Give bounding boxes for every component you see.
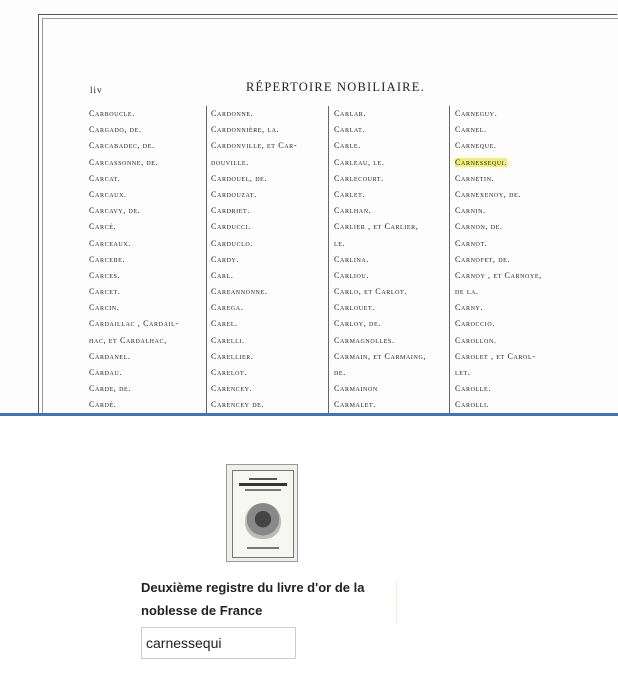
name-entry-text: Carolet , et Carol-: [455, 351, 536, 361]
name-entry-text: Carolli.: [455, 400, 490, 410]
name-entry-text: Carlar.: [334, 109, 367, 118]
name-entry-text: Carnoy , et Carnoye,: [455, 270, 542, 280]
name-entry-text: Carellier.: [211, 351, 254, 361]
name-entry: [455, 236, 542, 252]
name-entry: [89, 381, 179, 397]
name-entry-text: Carleau, le.: [334, 157, 385, 167]
name-entry: [211, 252, 297, 268]
name-entry: [334, 349, 426, 365]
name-entry: [89, 138, 179, 154]
name-entry-text: Careannonne.: [211, 287, 268, 297]
name-entry: [211, 187, 297, 203]
name-entry: [455, 219, 542, 235]
name-column-3: [334, 106, 426, 414]
name-entry: [89, 316, 179, 332]
name-entry: [455, 187, 542, 203]
name-entry-text: Carle.: [334, 141, 361, 151]
name-entry-text: Carnel.: [455, 125, 487, 135]
name-entry: [89, 155, 179, 171]
name-entry-text: Carceaux.: [89, 238, 131, 248]
name-entry: [334, 203, 426, 219]
name-entry: [334, 122, 426, 138]
name-entry: [455, 106, 542, 122]
name-entry-text: Carmainon: [334, 384, 378, 394]
name-entry: [334, 381, 426, 397]
name-entry-text: Carelot.: [211, 368, 247, 377]
name-entry-text: Carlhan.: [334, 206, 372, 216]
name-entry: [89, 268, 179, 284]
book-cover-thumbnail[interactable]: [226, 464, 298, 562]
name-entry: [334, 155, 426, 171]
name-entry: [334, 397, 426, 413]
name-column-4: [455, 106, 542, 414]
name-entry: [334, 236, 426, 252]
name-entry: [334, 268, 426, 284]
name-entry-text: Carmalet.: [334, 400, 376, 410]
name-entry: [334, 219, 426, 235]
name-entry: [455, 171, 542, 187]
name-column-1: [89, 106, 179, 414]
name-entry: [334, 333, 426, 349]
name-entry-text: Carcebe.: [89, 254, 125, 264]
name-entry-text: Carboucle.: [89, 109, 135, 118]
cover-text-line: [247, 547, 279, 549]
name-entry: [211, 219, 297, 235]
name-entry-text: Carnot.: [455, 238, 488, 248]
name-entry-text: Carlat.: [334, 125, 366, 135]
name-entry: [89, 122, 179, 138]
name-entry: [455, 268, 542, 284]
column-divider: [206, 106, 207, 416]
name-entry-text: Carmain, et Carmaing,: [334, 351, 427, 361]
name-entry-text: Carnetin.: [455, 173, 495, 183]
name-entry-text: Cardanel.: [89, 351, 131, 361]
name-entry: [211, 365, 297, 381]
name-entry-text: Carcassonne, de.: [89, 157, 159, 167]
name-entry-text: Cardonville, et Car-: [211, 141, 298, 151]
name-entry: [455, 155, 542, 171]
name-entry-text: Carcat.: [89, 173, 121, 183]
name-entry-text: Carcet.: [89, 287, 121, 297]
name-entry: [334, 106, 426, 122]
name-entry-text: Carencey.: [211, 384, 253, 394]
name-entry: [455, 300, 542, 316]
name-entry-text: Carel.: [211, 319, 238, 329]
name-entry: [455, 349, 542, 365]
name-entry: [89, 284, 179, 300]
name-entry: [334, 284, 426, 300]
name-entry-text: Carloy, de.: [334, 319, 381, 329]
name-entry-text: Carcaux.: [89, 189, 127, 199]
name-entry-text: Carces.: [89, 270, 121, 280]
name-entry: [211, 155, 297, 171]
name-entry: [455, 365, 542, 381]
book-caption: Deuxième registre du livre d'or de la noblesse de France: [141, 580, 365, 618]
name-entry-text: Carolle.: [455, 384, 491, 394]
name-entry: [89, 203, 179, 219]
name-entry: [89, 333, 179, 349]
name-entry: [334, 252, 426, 268]
name-entry-text: hac, et Cardalhac,: [89, 335, 167, 345]
name-entry: [455, 252, 542, 268]
name-entry: [89, 219, 179, 235]
name-entry: [211, 106, 297, 122]
column-divider: [328, 106, 329, 416]
name-entry-text: Carlo, et Carlot.: [334, 287, 407, 297]
name-entry: [334, 365, 426, 381]
name-entry: [211, 381, 297, 397]
name-entry-text: douville.: [211, 157, 249, 167]
name-entry-text: Cardonnière, la.: [211, 125, 280, 135]
name-entry-text: Cardaillac , Cardail-: [89, 319, 179, 329]
name-entry-text: Carelli.: [211, 335, 245, 345]
name-entry-text: Carducci.: [211, 222, 251, 232]
name-entry-text: Cardé.: [89, 400, 117, 410]
name-entry-text: Carcabadec, de.: [89, 141, 155, 151]
name-entry: [89, 397, 179, 413]
page-number: liv: [90, 85, 103, 95]
cover-text-line: [249, 478, 277, 480]
name-entry-text: Carega.: [211, 303, 244, 313]
name-entry: [89, 252, 179, 268]
name-entry: [334, 187, 426, 203]
search-input[interactable]: [141, 627, 296, 659]
name-entry: [211, 300, 297, 316]
name-entry: [334, 171, 426, 187]
name-entry: [455, 381, 542, 397]
name-entry: [211, 138, 297, 154]
name-entry-text: Carnofet, de.: [455, 254, 511, 264]
name-entry-text: Carneguy.: [455, 109, 498, 118]
name-entry-text: de la.: [455, 287, 479, 297]
name-entry-text: Cardouzat.: [211, 189, 257, 199]
name-entry: [211, 316, 297, 332]
name-entry-text: Carliou.: [334, 270, 369, 280]
name-entry-text: le.: [334, 238, 346, 248]
name-entry-text: Carollon.: [455, 335, 497, 345]
name-entry-text: Carcavy, de.: [89, 206, 141, 216]
name-entry-text: Carde, de.: [89, 384, 131, 394]
name-entry: [455, 333, 542, 349]
name-entry-text: de.: [334, 368, 346, 377]
name-entry: [455, 203, 542, 219]
name-entry: [211, 122, 297, 138]
page-title: RÉPERTOIRE NOBILIAIRE.: [246, 80, 425, 94]
name-entry: [455, 397, 542, 413]
name-entry: [211, 333, 297, 349]
name-entry: [455, 316, 542, 332]
name-entry: [89, 171, 179, 187]
name-entry: [89, 187, 179, 203]
name-entry-text: Carmagnolles.: [334, 335, 395, 345]
column-divider: [449, 106, 450, 416]
name-entry-text: Carl.: [211, 270, 234, 280]
name-entry: [334, 300, 426, 316]
name-entry-text: Carlier , et Carlier,: [334, 222, 419, 232]
cover-text-line: [245, 489, 281, 491]
name-entry: [211, 284, 297, 300]
name-entry: [211, 397, 297, 413]
name-entry: [211, 268, 297, 284]
separator: [396, 580, 397, 624]
highlighted-entry: Carnessequi.: [455, 157, 508, 167]
name-entry: [89, 106, 179, 122]
name-entry-text: Carnexenoy, de.: [455, 189, 521, 199]
name-entry-text: let.: [455, 368, 471, 377]
name-entry: [89, 236, 179, 252]
name-column-2: [211, 106, 297, 414]
name-entry-text: Cardau.: [89, 368, 123, 377]
name-entry-text: Carcé.: [89, 222, 117, 232]
name-entry: [89, 365, 179, 381]
name-entry-text: Carcin.: [89, 303, 120, 313]
name-entry-text: Carny.: [455, 303, 484, 313]
name-entry: [455, 284, 542, 300]
name-entry: [455, 122, 542, 138]
name-entry: [211, 349, 297, 365]
name-entry-text: Carlecourt.: [334, 173, 384, 183]
name-entry: [89, 300, 179, 316]
name-entry-text: Cargado, de.: [89, 125, 142, 135]
cover-text-line: [239, 483, 287, 486]
name-entry: [89, 349, 179, 365]
name-entry-text: Caroccio.: [455, 319, 495, 329]
coat-of-arms-icon: [245, 503, 281, 539]
name-entry: [211, 171, 297, 187]
name-entry: [211, 236, 297, 252]
name-entry-text: Carduclo.: [211, 238, 253, 248]
name-entry-text: Carneque.: [455, 141, 497, 151]
name-entry: [455, 138, 542, 154]
section-divider: [0, 413, 618, 416]
name-entry-text: Cardonne.: [211, 109, 254, 118]
name-entry-text: Cardouel, de.: [211, 173, 268, 183]
name-entry-text: Carnon, de.: [455, 222, 503, 232]
name-entry-text: Carnin.: [455, 206, 486, 216]
name-entry-text: Carlina.: [334, 254, 369, 264]
name-entry: [334, 138, 426, 154]
name-entry: [211, 203, 297, 219]
cover-page: [232, 470, 294, 558]
name-entry-text: Carencey de.: [211, 400, 265, 410]
name-entry-text: Cardy.: [211, 254, 240, 264]
name-entry-text: Carlet.: [334, 189, 366, 199]
name-entry-text: Cardriet.: [211, 206, 250, 216]
name-entry-text: Carlouet.: [334, 303, 375, 313]
name-entry: [334, 316, 426, 332]
